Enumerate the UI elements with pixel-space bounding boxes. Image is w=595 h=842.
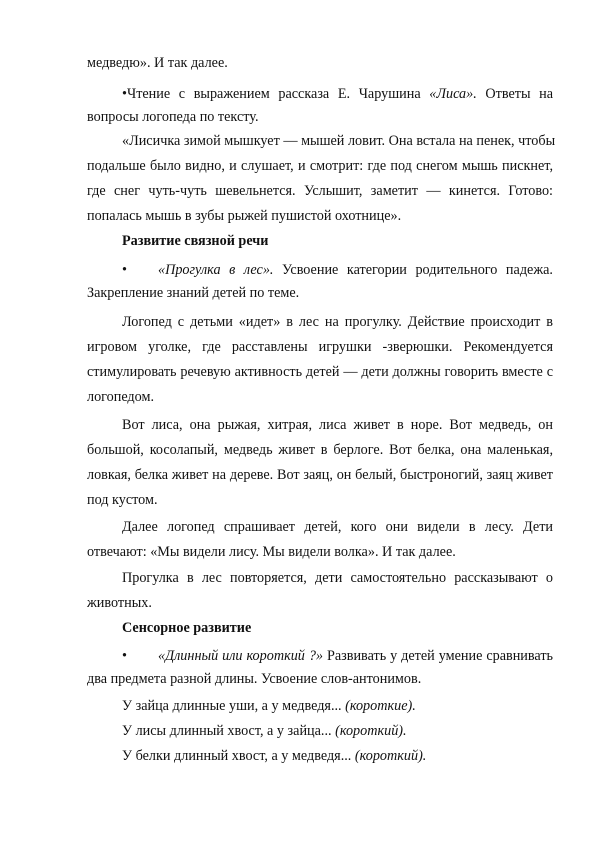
text-run: У зайца длинные уши, а у медведя... [122, 698, 346, 714]
text-run: У лисы длинный хвост, а у зайца... [122, 723, 336, 739]
paragraph-line: где снег чуть-чуть шевельнется. Услышит, заметит — кинется. Готово: [87, 183, 553, 199]
paragraph-line: Закрепление знаний детей по теме. [87, 285, 300, 301]
paragraph-line: отвечают: «Мы видели лису. Мы видели волка». И так далее. [87, 544, 456, 560]
paragraph-line [158, 262, 553, 278]
paragraph-line: «Лисичка зимой мышкует — мышей ловит. Она встала на пенек, чтобы [122, 133, 556, 149]
answer-text: (короткий). [354, 748, 427, 764]
paragraph-line: логопедом. [87, 389, 155, 405]
example-line [122, 723, 553, 739]
bullet-marker: • [122, 648, 127, 664]
paragraph-line: животных. [87, 595, 152, 611]
game-title: «Длинный или короткий ?» [158, 648, 324, 664]
paragraph-line: Прогулка в лес повторяется, дети самостоятельно рассказывают о [122, 570, 553, 586]
section-heading: Развитие связной речи [122, 233, 269, 249]
paragraph-line [122, 86, 553, 102]
story-title: «Лиса». [429, 86, 477, 102]
paragraph-line: медведю». И так далее. [87, 55, 228, 71]
text-run: Усвоение категории родительного падежа. [273, 262, 553, 278]
example-line [122, 698, 553, 714]
text-run: Развивать у детей умение сравнивать [323, 648, 553, 664]
paragraph-line: ловкая, белка живет на дереве. Вот заяц, он белый, быстроногий, заяц живет [87, 467, 553, 483]
paragraph-line: попалась мышь в зубы рыжей пушистой охотнице». [87, 208, 402, 224]
paragraph-line [158, 648, 553, 664]
paragraph-line: под кустом. [87, 492, 158, 508]
paragraph-line: стимулировать речевую активность детей — дети должны говорить вместе с [87, 364, 553, 380]
text-run: У белки длинный хвост, а у медведя... [122, 748, 355, 764]
game-title: «Прогулка в лес». [158, 262, 274, 278]
paragraph-line: вопросы логопеда по тексту. [87, 109, 259, 125]
paragraph-line: Вот лиса, она рыжая, хитрая, лиса живет в норе. Вот медведь, он [122, 417, 553, 433]
paragraph-line: большой, косолапый, медведь живет в берлоге. Вот белка, она маленькая, [87, 442, 553, 458]
paragraph-line: подальше было видно, и слушает, и смотрит: где под снегом мышь пискнет, [87, 158, 553, 174]
text-run: •Чтение с выражением рассказа Е. Чарушина [122, 86, 430, 102]
answer-text: (короткий). [335, 723, 407, 739]
paragraph-line: игровом уголке, где расставлены игрушки -зверюшки. Рекомендуется [87, 339, 553, 355]
paragraph-line: Далее логопед спрашивает детей, кого они видели в лесу. Дети [122, 519, 553, 535]
section-heading: Сенсорное развитие [122, 620, 252, 636]
paragraph-line: Логопед с детьми «идет» в лес на прогулку. Действие происходит в [122, 314, 553, 330]
example-line [122, 748, 553, 764]
text-run: Ответы на [476, 86, 554, 102]
paragraph-line: два предмета разной длины. Усвоение слов-антонимов. [87, 671, 422, 687]
answer-text: (короткие). [345, 698, 416, 714]
bullet-marker: • [122, 262, 127, 278]
